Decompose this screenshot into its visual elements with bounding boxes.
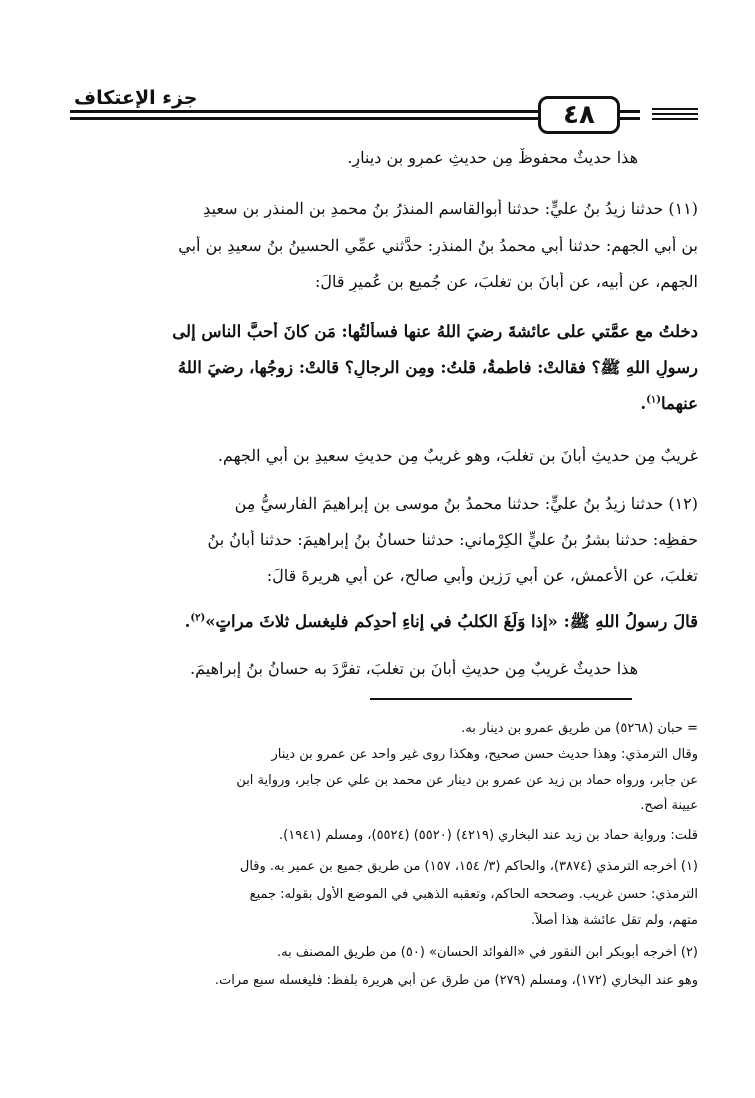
footnote-1-line-3: متهم، ولم تقل عائشة هذا أصلاً. (530, 913, 698, 928)
footnote-continued-1: = حبان (٥٢٦٨) من طريق عمرو بن دينار به. (461, 721, 698, 736)
footnote-separator (370, 698, 632, 700)
body-line-7 (58, 394, 698, 414)
body-line-9: (١٢) حدثنا زيدُ بنُ عليٍّ: حدثنا محمدُ بنُ موسى بنِ إبراهيمَ الفارسيُّ مِن (234, 494, 698, 513)
body-line-4: الجهمِ، عن أبيه، عن أبانَ بنِ تغلبَ، عن جُميعِ بنِ عُميرٍ قالَ: (314, 272, 698, 291)
footnote-continued-2: وقال الترمذي: وهذا حديث حسن صحيح، وهكذا روى غير واحد عن عمرو بن دينار (271, 747, 698, 762)
footnote-ref-1: (١) (646, 394, 661, 406)
footnote-continued-4: عيينة أصح. (640, 798, 698, 813)
body-line-7-text: عنهما (661, 394, 698, 413)
footnote-ref-2: (٢) (190, 612, 206, 624)
body-line-5: دخلتُ مع عمَّتي على عائشةَ رضيَ اللهُ عنها فسألتُها: مَن كانَ أحبَّ الناسِ إلى (172, 322, 698, 341)
body-line-2: (١١) حدثنا زيدُ بنُ عليٍّ: حدثنا أبوالقاسمِ المنذرُ بنُ محمدِ بنِ المنذرِ بنِ سعيدِ (203, 199, 698, 218)
footnote-2-line-1: (٢) أخرجه أبوبكر ابن النقور في «الفوائد الحسان» (٥٠) من طريق المصنف به. (276, 945, 698, 960)
footnote-2-line-2: وهو عند البخاري (١٧٢)، ومسلم (٢٧٩) من طرق عن أبي هريرة بلفظ: فليغسله سبع مرات. (214, 973, 698, 988)
body-line-12 (58, 612, 698, 632)
body-line-12-end: . (184, 612, 191, 631)
body-line-13: هذا حديثٌ غريبٌ مِن حديثِ أبانَ بنِ تغلبَ، تفرَّدَ به حسانُ بنُ إبراهيمَ. (190, 659, 638, 678)
footnote-continued-3: عن جابر، ورواه حماد بن زيد عن عمرو بن دينار عن محمد بن علي عن جابر، ورواية ابن (236, 773, 698, 788)
body-line-10: حفظِه: حدثنا بشرُ بنُ عليٍّ الكِرْماني: حدثنا حسانُ بنُ إبراهيمَ: حدثنا أبانُ بنُ (207, 530, 698, 549)
page-number: ٤٨ (538, 96, 620, 134)
body-line-11: تغلبَ، عن الأعمشِ، عن أبي رَزِينٍ وأبي صالحٍ، عن أبي هريرةَ قالَ: (266, 566, 698, 585)
body-line-3: بنِ أبي الجهمِ: حدثنا أبي محمدُ بنُ المنذرِ: حدَّثني عمِّي الحسينُ بنُ سعيدِ بنِ أبي (178, 236, 698, 255)
footnote-1-line-1: (١) أخرجه الترمذي (٣٨٧٤)، والحاكم (٣/ ١٥٤، ١٥٧) من طريق جميع بن عمير به. وقال (239, 859, 698, 874)
page-header (60, 86, 700, 142)
running-title: جزء الإعتكاف (68, 86, 204, 110)
body-line-8: غريبٌ مِن حديثِ أبانَ بنِ تغلبَ، وهو غريبٌ مِن حديثِ سعيدِ بنِ أبي الجهمِ. (217, 446, 698, 465)
body-line-12-text: قالَ رسولُ اللهِ ﷺ: «إذا وَلَغَ الكلبُ في إناءِ أحدِكم فليغسل ثلاثَ مراتٍ» (205, 612, 698, 631)
header-ornament (652, 108, 698, 122)
footnote-1-line-2: الترمذي: حسن غريب. وصححه الحاكم، وتعقبه الذهبي في الموضع الأول بقوله: جميع (249, 887, 698, 902)
body-line-1: هذا حديثٌ محفوظٌ مِن حديثِ عمرِو بنِ دينارٍ. (347, 148, 638, 167)
body-line-6: رسولِ اللهِ ﷺ؟ فقالتْ: فاطمةُ، قلتُ: ومِن الرجالِ؟ قالتْ: زوجُها، رضيَ اللهُ (177, 358, 698, 377)
footnote-continued-5: قلت: ورواية حماد بن زيد عند البخاري (٤٢١٩) (٥٥٢٠) (٥٥٢٤)، ومسلم (١٩٤١). (279, 828, 698, 843)
body-line-7-end: . (640, 394, 647, 413)
